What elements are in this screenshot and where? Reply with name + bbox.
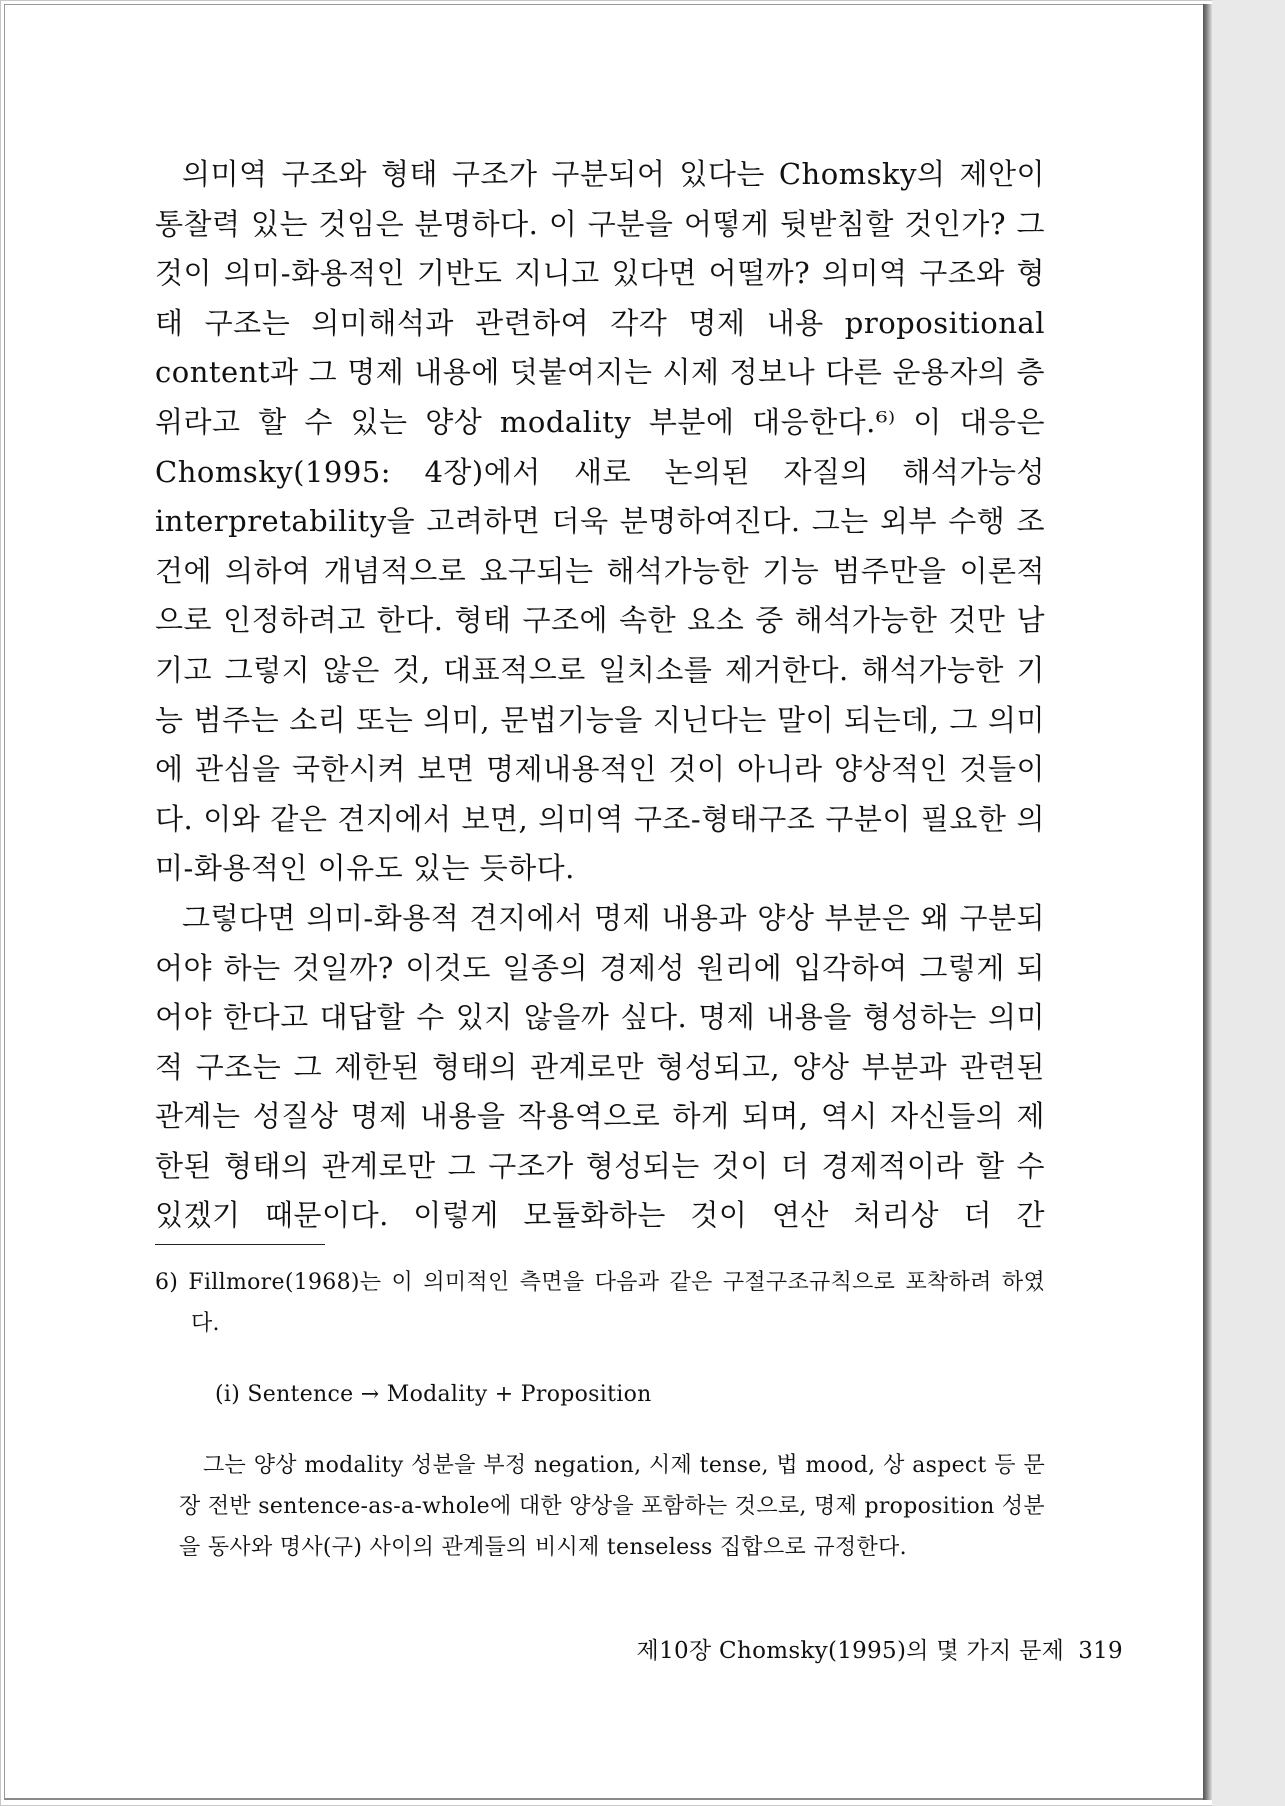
viewer-background — [1212, 0, 1285, 1806]
footnote — [155, 1262, 1045, 1568]
footnote-text: 6) Fillmore(1968)는 이 의미적인 측면을 다음과 같은 구절구조규칙으로 포착하려 하였다. — [155, 1270, 1045, 1336]
chapter-title: 제10장 Chomsky(1995)의 몇 가지 문제 — [636, 1638, 1065, 1664]
page-edge-shadow — [1203, 4, 1212, 1800]
running-footer — [637, 1632, 1123, 1665]
footnote-divider — [155, 1244, 325, 1245]
paragraph: 의미역 구조와 형태 구조가 구분되어 있다는 Chomsky의 제안이 통찰력 있는 것임은 분명하다. 이 구분을 어떻게 뒷받침할 것인가? 그것이 의미-화용적인 기반도 지니고 있다면 어떨까? 의미역 구조와 형태 구조는 의미해석과 관련하여 각각 명제 내용 propositional content과 그 명제 내용에 덧붙여지는 시제 정보나 다른 운용자의 층위라고 할 수 있는 양상 modality 부분에 대응한다.⁶⁾ 이 대응은 Chomsky(1995: 4장)에서 새로 논의된 자질의 해석가능성 interpretability을 고려하면 더욱 분명하여진다. 그는 외부 수행 조건에 의하여 개념적으로 요구되는 해석가능한 기능 범주만을 이론적으로 인정하려고 한다. 형태 구조에 속한 요소 중 해석가능한 것만 남기고 그렇지 않은 것, 대표적으로 일치소를 제거한다. 해석가능한 기능 범주는 소리 또는 의미, 문법기능을 지닌다는 말이 되는데, 그 의미에 관심을 국한시켜 보면 명제내용적인 것이 아니라 양상적인 것들이다. 이와 같은 견지에서 보면, 의미역 구조-형태구조 구분이 필요한 의미-화용적인 이유도 있는 듯하다. — [155, 157, 1045, 886]
footnote-explanation: 그는 양상 modality 성분을 부정 negation, 시제 tense, 법 mood, 상 aspect 등 문장 전반 sentence-as-a-whole에 대한 양상을 포함하는 것으로, 명제 proposition 성분을 동사와 명사(구) 사이의 관계들의 비시제 tenseless 집합으로 규정한다. — [179, 1453, 1045, 1560]
page-number: 319 — [1078, 1638, 1123, 1664]
footnote-example: (i) Sentence → Modality + Proposition — [215, 1382, 652, 1407]
main-text — [155, 150, 1045, 1241]
paragraph: 그렇다면 의미-화용적 견지에서 명제 내용과 양상 부분은 왜 구분되어야 하는 것일까? 이것도 일종의 경제성 원리에 입각하여 그렇게 되어야 한다고 대답할 수 있지 않을까 싶다. 명제 내용을 형성하는 의미적 구조는 그 제한된 형태의 관계로만 형성되고, 양상 부분과 관련된 관계는 성질상 명제 내용을 작용역으로 하게 되며, 역시 자신들의 제한된 형태의 관계로만 그 구조가 형성되는 것이 더 경제적이라 할 수 있겠기 때문이다. 이렇게 모듈화하는 것이 연산 처리상 더 간 — [155, 900, 1045, 1233]
